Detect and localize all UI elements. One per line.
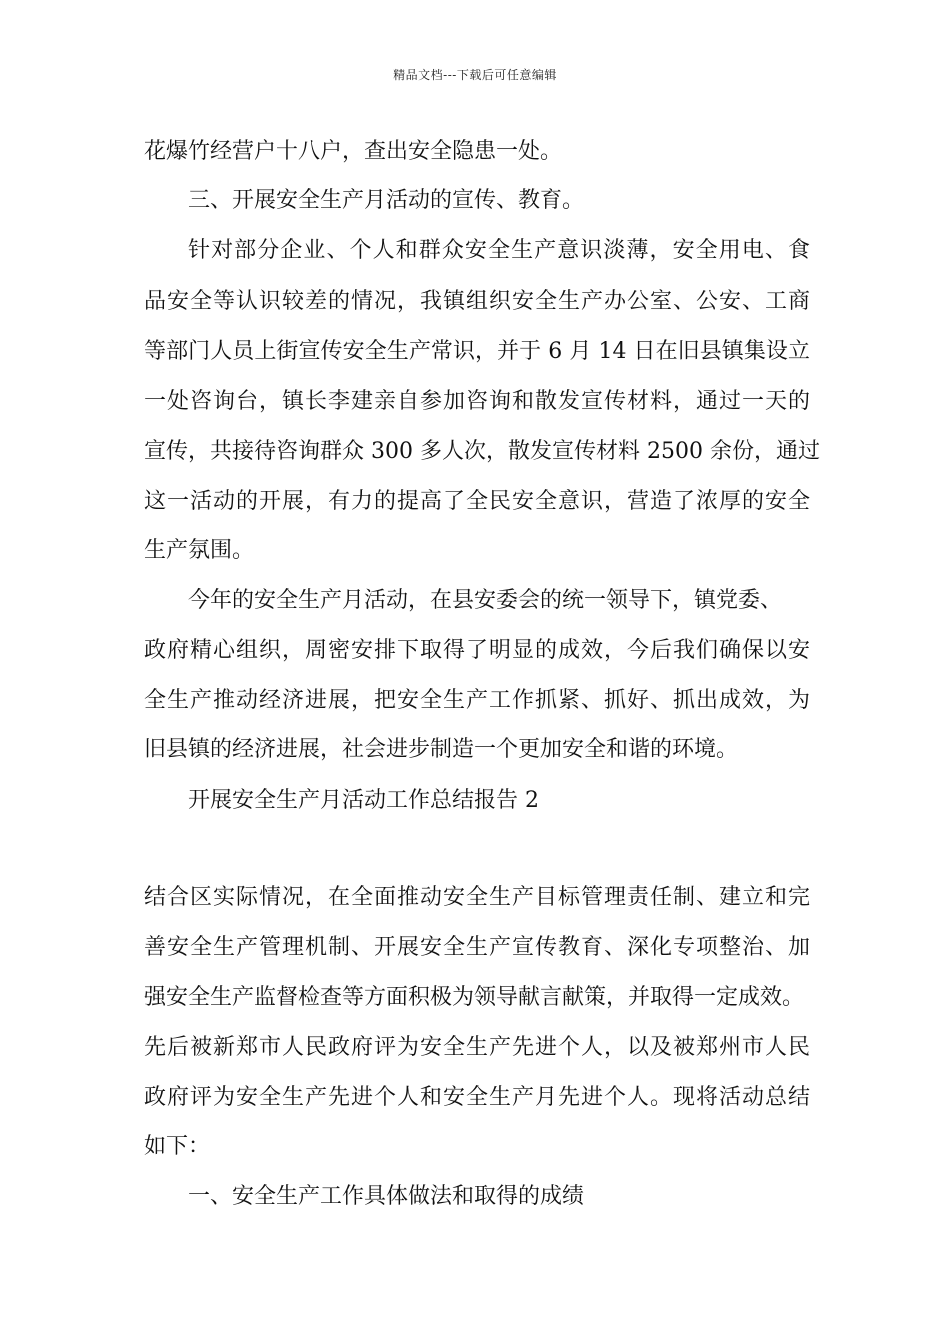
paragraph-line: 政府精心组织，周密安排下取得了明显的成效，今后我们确保以安 xyxy=(144,638,810,663)
paragraph-line: 生产氛围。 xyxy=(144,538,255,563)
paragraph-line: 今年的安全生产月活动，在县安委会的统一领导下，镇党委、 xyxy=(188,588,783,613)
paragraph-line: 如下： xyxy=(144,1134,211,1159)
paragraph-line: 旧县镇的经济进展，社会进步制造一个更加安全和谐的环境。 xyxy=(144,737,739,762)
paragraph-line: 结合区实际情况，在全面推动安全生产目标管理责任制、建立和完 xyxy=(144,885,810,910)
paragraph-line: 品安全等认识较差的情况，我镇组织安全生产办公室、公安、工商 xyxy=(144,289,810,314)
page-header: 精品文档---下载后可任意编辑 xyxy=(393,68,557,82)
paragraph-line: 善安全生产管理机制、开展安全生产宣传教育、深化专项整治、加 xyxy=(144,935,810,960)
paragraph-line: 针对部分企业、个人和群众安全生产意识淡薄，安全用电、食 xyxy=(188,238,810,263)
paragraph-line: 等部门人员上街宣传安全生产常识，并于 6 月 14 日在旧县镇集设立 xyxy=(144,339,810,364)
paragraph-line: 全生产推动经济进展，把安全生产工作抓紧、抓好、抓出成效，为 xyxy=(144,688,810,713)
paragraph-line: 宣传，共接待咨询群众 300 多人次，散发宣传材料 2500 余份，通过 xyxy=(144,439,820,464)
paragraph-line: 政府评为安全生产先进个人和安全生产月先进个人。现将活动总结 xyxy=(144,1085,810,1110)
paragraph-line: 这一活动的开展，有力的提高了全民安全意识，营造了浓厚的安全 xyxy=(144,489,810,514)
paragraph-line: 先后被新郑市人民政府评为安全生产先进个人，以及被郑州市人民 xyxy=(144,1035,810,1060)
section-heading: 一、安全生产工作具体做法和取得的成绩 xyxy=(188,1184,585,1209)
document-body xyxy=(144,0,820,1344)
paragraph-line: 花爆竹经营户十八户，查出安全隐患一处。 xyxy=(144,139,563,164)
report-subtitle: 开展安全生产月活动工作总结报告 2 xyxy=(188,788,539,813)
paragraph-line: 强安全生产监督检查等方面积极为领导献言献策，并取得一定成效。 xyxy=(144,985,805,1010)
paragraph-line: 一处咨询台，镇长李建亲自参加咨询和散发宣传材料，通过一天的 xyxy=(144,389,810,414)
section-heading: 三、开展安全生产月活动的宣传、教育。 xyxy=(188,188,585,213)
